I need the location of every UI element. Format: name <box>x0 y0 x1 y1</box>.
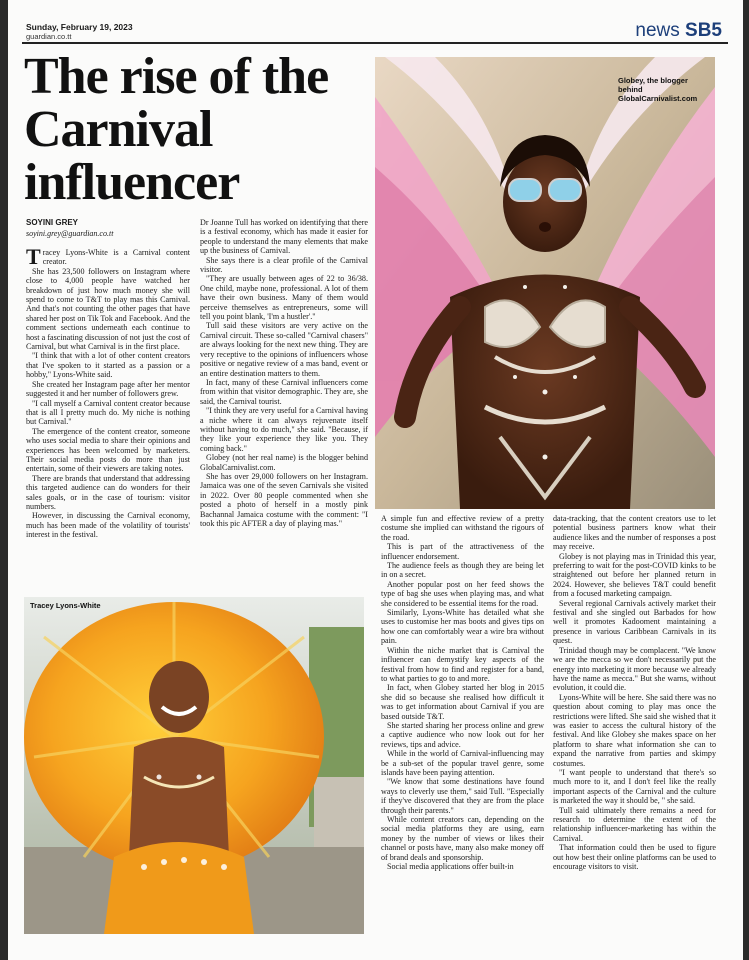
section-name: news <box>635 20 680 41</box>
paragraph: However, in discussing the Carnival economy, much has been made of the volatility of tourists' interest in the festival. <box>26 511 190 540</box>
photo-caption-tracey: Tracey Lyons-White <box>30 601 101 610</box>
paragraph: Globey (not her real name) is the blogger behind GlobalCarnivalist.com. <box>200 453 368 472</box>
paragraph: Similarly, Lyons-White has detailed what she uses to customise her mas boots and gives tips on how one can comfortably wear a wire bra without pain. <box>381 608 544 646</box>
photo-tracey-illustration <box>24 597 364 934</box>
paragraph: She has 23,500 followers on Instagram where close to 4,000 people have watched her breakdown of just how much money she will spend to come to T&T to play mas this Carnival. And that's not counting the other pages that have shared her post on Tik Tok and Facebook. And the comment sections underneath each continue to host a fascinating discussion of not just the cost of Carnival, but what Carnival is in the first place. <box>26 266 190 352</box>
article-column-4 <box>553 514 716 934</box>
paragraph: While in the world of Carnival-influencing may be a sub-set of the popular travel genre, some islands have been paying attention. <box>381 749 544 777</box>
paragraph: Several regional Carnivals actively market their festival and she singled out Barbados for how well it promotes Kadooment maintaining a presence in various Caribbean Carnivals in its quest. <box>553 598 716 646</box>
article-column-1 <box>26 248 190 590</box>
photo-caption-globey: Globey, the blogger behind GlobalCarnivalist.com <box>618 76 698 103</box>
section-label <box>635 20 722 42</box>
paragraph: That information could then be used to figure out how best their online platforms can be used to encourage visitors to visit. <box>553 843 716 872</box>
byline-name: SOYINI GREY <box>26 218 79 227</box>
article-column-2 <box>200 218 368 590</box>
photo-globey-illustration <box>375 57 715 509</box>
paragraph: A simple fun and effective review of a pretty costume she implied can withstand the rigours of the road. <box>381 514 544 542</box>
paragraph: In fact, when Globey started her blog in 2015 she did so because she realised how difficult it was to get information about Carnival if you are based outside T&T. <box>381 683 544 721</box>
paragraph: She started sharing her process online and grew a captive audience who now look out for her reviews, tips and advice. <box>381 720 544 749</box>
lead-paragraph <box>26 248 190 267</box>
paragraph: While content creators can, depending on the social media platforms they are using, earn money by the number of views or likes their channel or posts have, many also make money off of brand deals and sponsorship. <box>381 815 544 862</box>
paragraph: Within the niche market that is Carnival the influencer can demystify key aspects of the festival from how to find and register for a band, to what parties to go to and more. <box>381 645 544 683</box>
masthead <box>22 20 728 44</box>
paragraph: In fact, many of these Carnival influencers come from within that visitor demographic. They are, she said, the Carnival tourist. <box>200 377 368 406</box>
paragraph: She has over 29,000 followers on her Instagram. Jamaica was one of the seven Carnivals she visited in 2022. Over 80 people commented when she posted a photo of herself in a mostly pink Bachannal Jamaica costume with the comment: "I took this pic AFTER a day of playing mas." <box>200 471 368 528</box>
photo-globey <box>375 57 715 509</box>
paragraph: "I think they are very useful for a Carnival having a niche where it can always rejuvenate itself without having to do much," she said. "Because, if they like your experience they like you. They coming back." <box>200 406 368 453</box>
paragraph: Dr Joanne Tull has worked on identifying that there is a festival economy, which has made it easier for people to understand the many elements that make up the business of Carnival. <box>200 218 368 256</box>
issue-date: Sunday, February 19, 2023 <box>26 22 133 32</box>
paragraph: "I want people to understand that there's so much more to it, and I don't feel like the really important aspects of the Carnival and the culture is marketed the way it should be, " she said. <box>553 767 716 806</box>
byline-email: soyini.grey@guardian.co.tt <box>26 229 114 238</box>
paragraph: "They are usually between ages of 22 to 36/38. One child, maybe none, professional. A lot of them have their own business. Many of them would perceive themselves as entrepreneurs, some will tell you point blank, 'I'm a hustler'." <box>200 274 368 322</box>
paragraph: Tull said these visitors are very active on the Carnival circuit. These so-called "Carnival chasers" are always looking for the next new thing. They are very receptive to the opinions of influencers whose positive or negative review of a mas band, event or an entire destination matters to them. <box>200 321 368 378</box>
paragraph: Another popular post on her feed shows the type of bag she uses when playing mas, and what she considered to be essential items for the road. <box>381 579 544 608</box>
paragraph: Trinidad though may be complacent. "We know we are the mecca so we don't necessarily put the energy into marketing it more because we already have the name as mecca." But she warns, without evolution, it could die. <box>553 645 716 693</box>
paragraph: Globey is not playing mas in Trinidad this year, preferring to wait for the post-COVID kinks to be straightened out before her planned return in 2024. However, she believes T&T could benefit from a focused marketing campaign. <box>553 551 716 599</box>
paragraph: Tull said ultimately there remains a need for research to determine the extent of the relationship influencer-marketing has within the Carnival. <box>553 805 716 843</box>
drop-cap: T <box>26 248 41 269</box>
paragraph: This is part of the attractiveness of the influencer endorsement. <box>381 542 544 561</box>
headline: The rise of the Carnival influencer <box>24 48 329 211</box>
paragraph: racey Lyons-White is a Carnival content creator. <box>42 248 190 267</box>
paragraph: The audience feels as though they are being let in on a secret. <box>381 561 544 580</box>
paragraph: She created her Instagram page after her mentor suggested it and her number of followers grew. <box>26 379 190 399</box>
paragraph: She says there is a clear profile of the Carnival visitor. <box>200 255 368 275</box>
paragraph: The emergence of the content creator, someone who uses social media to share their opinions and experiences has been welcomed by marketers. Their social media posts do more than just entertain, some of their viewers are taking notes. <box>26 426 190 474</box>
site-url: guardian.co.tt <box>26 32 72 41</box>
paragraph: "I call myself a Carnival content creator because that is all I pretty much do. My niche is nothing but Carnival." <box>26 398 190 427</box>
paragraph: "We know that some destinations have found ways to cleverly use them," said Tull. "Especially if they've discovered that they are from the place through their parents." <box>381 777 544 815</box>
paragraph: data-tracking, that the content creators use to let potential business partners know what their audience likes and the number of responses a post may receive. <box>553 514 716 552</box>
article-column-3 <box>381 514 544 934</box>
paragraph: "I think that with a lot of other content creators that I've spoken to it started as a passion or a hobby," Lyons-White said. <box>26 351 190 380</box>
photo-tracey <box>24 597 364 934</box>
paragraph: Lyons-White will be here. She said there was no question about coming to play mas once the restrictions were lifted. She said she wished that it was easier to access the cultural history of the festival. And like Globey she makes space on her platform to share what information she can to expand the narrative from parties and skimpy costumes. <box>553 692 716 768</box>
page-number: SB5 <box>685 20 722 41</box>
paragraph: Social media applications offer built-in <box>387 862 514 872</box>
paragraph: There are brands that understand that addressing this targeted audience can do wonders for their sales goals, or in the case of tourism: visitor numbers. <box>26 473 190 511</box>
